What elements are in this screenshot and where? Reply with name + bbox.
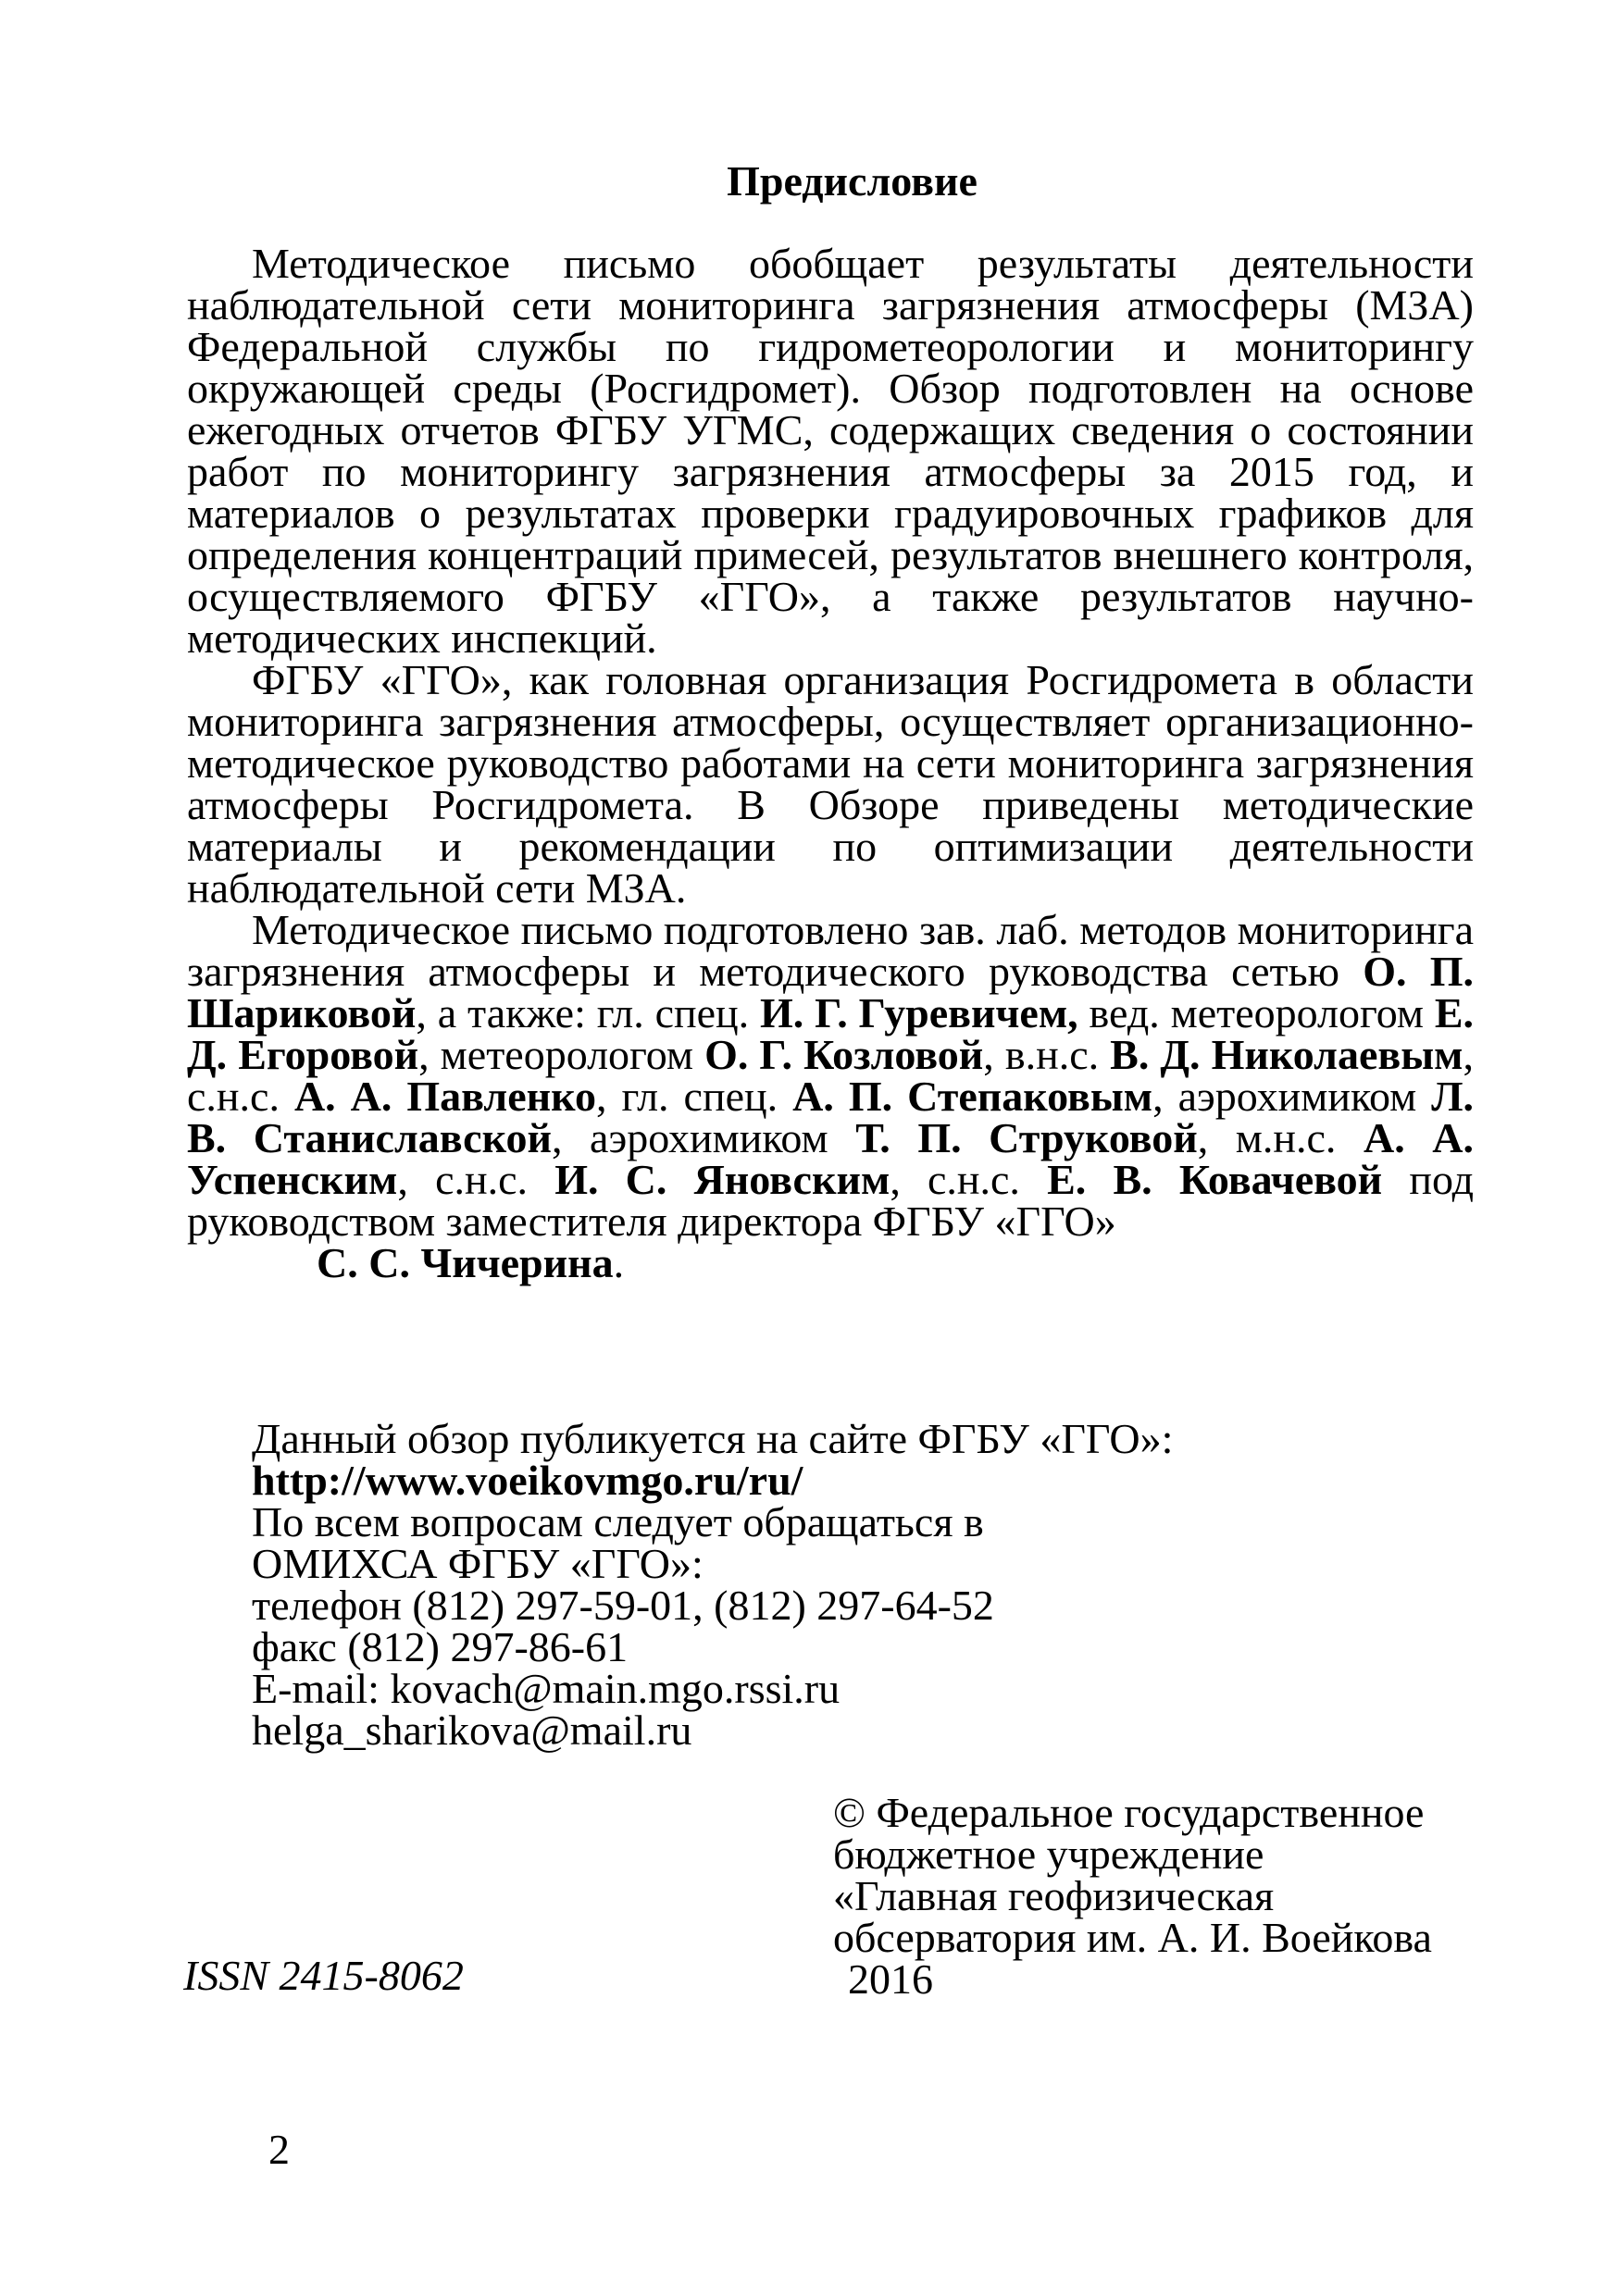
author-name: И. С. Яновским	[554, 1156, 890, 1203]
authors-text: , аэрохимиком	[551, 1114, 856, 1161]
authors-text: , с.н.с.	[397, 1156, 555, 1203]
phone-line: телефон (812) 297-59-01, (812) 297-64-52	[252, 1582, 994, 1629]
author-name: И. Г. Гуревичем,	[760, 989, 1078, 1036]
supervisor-line	[187, 1239, 1474, 1286]
supervisor-name: С. С. Чичерина	[317, 1239, 614, 1286]
authors-text: , гл. спец.	[596, 1073, 793, 1120]
contacts-block	[252, 1415, 1174, 1754]
copyright-line: «Главная геофизическая	[833, 1872, 1275, 1919]
authors-text: , м.н.с.	[1197, 1114, 1364, 1161]
author-name: Т. П. Струковой	[855, 1114, 1198, 1161]
email-line[interactable]: helga_sharikova@mail.ru	[252, 1706, 692, 1754]
author-name: О. Г. Козловой	[704, 1031, 984, 1078]
page-number: 2	[268, 2126, 290, 2173]
questions-line: По всем вопросам следует обращаться в	[252, 1498, 984, 1545]
copyright-line: © Федеральное государственное	[833, 1789, 1425, 1836]
authors-text: , с.н.с.	[890, 1156, 1048, 1203]
author-name: А. А. Успенским	[187, 1114, 1474, 1203]
author-name: Е. В. Ковачевой	[1047, 1156, 1383, 1203]
author-name: Е. Д. Егоровой	[187, 989, 1475, 1078]
authors-text: , метеорологом	[418, 1031, 705, 1078]
fax-line: факс (812) 297-86-61	[252, 1623, 629, 1670]
authors-text: Методическое письмо подготовлено зав. лаб. методов мониторинга загрязнения атмосферы и методического руководства сетью	[187, 906, 1474, 995]
publish-line: Данный обзор публикуется на сайте ФГБУ «ГГО»:	[252, 1415, 1174, 1462]
questions-line: ОМИХСА ФГБУ «ГГО»:	[252, 1540, 704, 1587]
paragraph-overview: Методическое письмо обобщает результаты деятельности наблюдательной сети мониторинга загрязнения атмосферы (МЗА) Федеральной службы по гидрометеорологии и мониторингу окружающей среды (Росгидромет). Обзор подготовлен на основе ежегодных отчетов ФГБУ УГМС, содержащих сведения о состоянии работ по мониторингу загрязнения атмосферы за 2015 год, и материалов о результатах проверки градуировочных графиков для определения концентраций примесей, результатов внешнего контроля, осуществляемого ФГБУ «ГГО», а также результатов научно-методических инспекций.	[187, 240, 1474, 662]
authors-text: под руководством заместителя директора ФГБУ «ГГО»	[187, 1156, 1475, 1245]
authors-text: , а также: гл. спец.	[416, 989, 761, 1036]
email-line[interactable]: E-mail: kovach@main.mgo.rssi.ru	[252, 1665, 841, 1712]
author-name: В. Д. Николаевым	[1110, 1031, 1463, 1078]
author-name: А. П. Степаковым	[792, 1073, 1153, 1120]
copyright-year: 2016	[848, 1955, 933, 2003]
copyright-line: бюджетное учреждение	[833, 1831, 1264, 1878]
paragraph-authors	[187, 906, 1475, 1245]
issn: ISSN 2415-8062	[183, 1952, 464, 1999]
paragraph-ggo-role: ФГБУ «ГГО», как головная организация Росгидромета в области мониторинга загрязнения атмосферы, осуществляет организационно-методическое руководство работами на сети мониторинга загрязнения атмосферы Росгидромета. В Обзоре приведены методические материалы и рекомендации по оптимизации деятельности наблюдательной сети МЗА.	[187, 656, 1474, 912]
author-name: А. А. Павленко	[293, 1073, 597, 1120]
author-name: Л. В. Станиславской	[187, 1073, 1474, 1161]
copyright-block	[833, 1789, 1432, 2003]
authors-text: , с.н.с.	[187, 1031, 1475, 1120]
supervisor-period: .	[613, 1239, 625, 1286]
website-link[interactable]: http://www.voeikovmgo.ru/ru/	[252, 1457, 803, 1504]
preface-body	[187, 242, 1474, 1284]
authors-text: , в.н.с.	[983, 1031, 1111, 1078]
authors-text: вед. метеорологом	[1077, 989, 1435, 1036]
copyright-line: обсерватория им. А. И. Воейкова	[833, 1914, 1432, 1961]
authors-text: , аэрохимиком	[1152, 1073, 1432, 1120]
page-title: Предисловие	[727, 157, 978, 205]
author-name: О. П. Шариковой	[187, 948, 1475, 1036]
